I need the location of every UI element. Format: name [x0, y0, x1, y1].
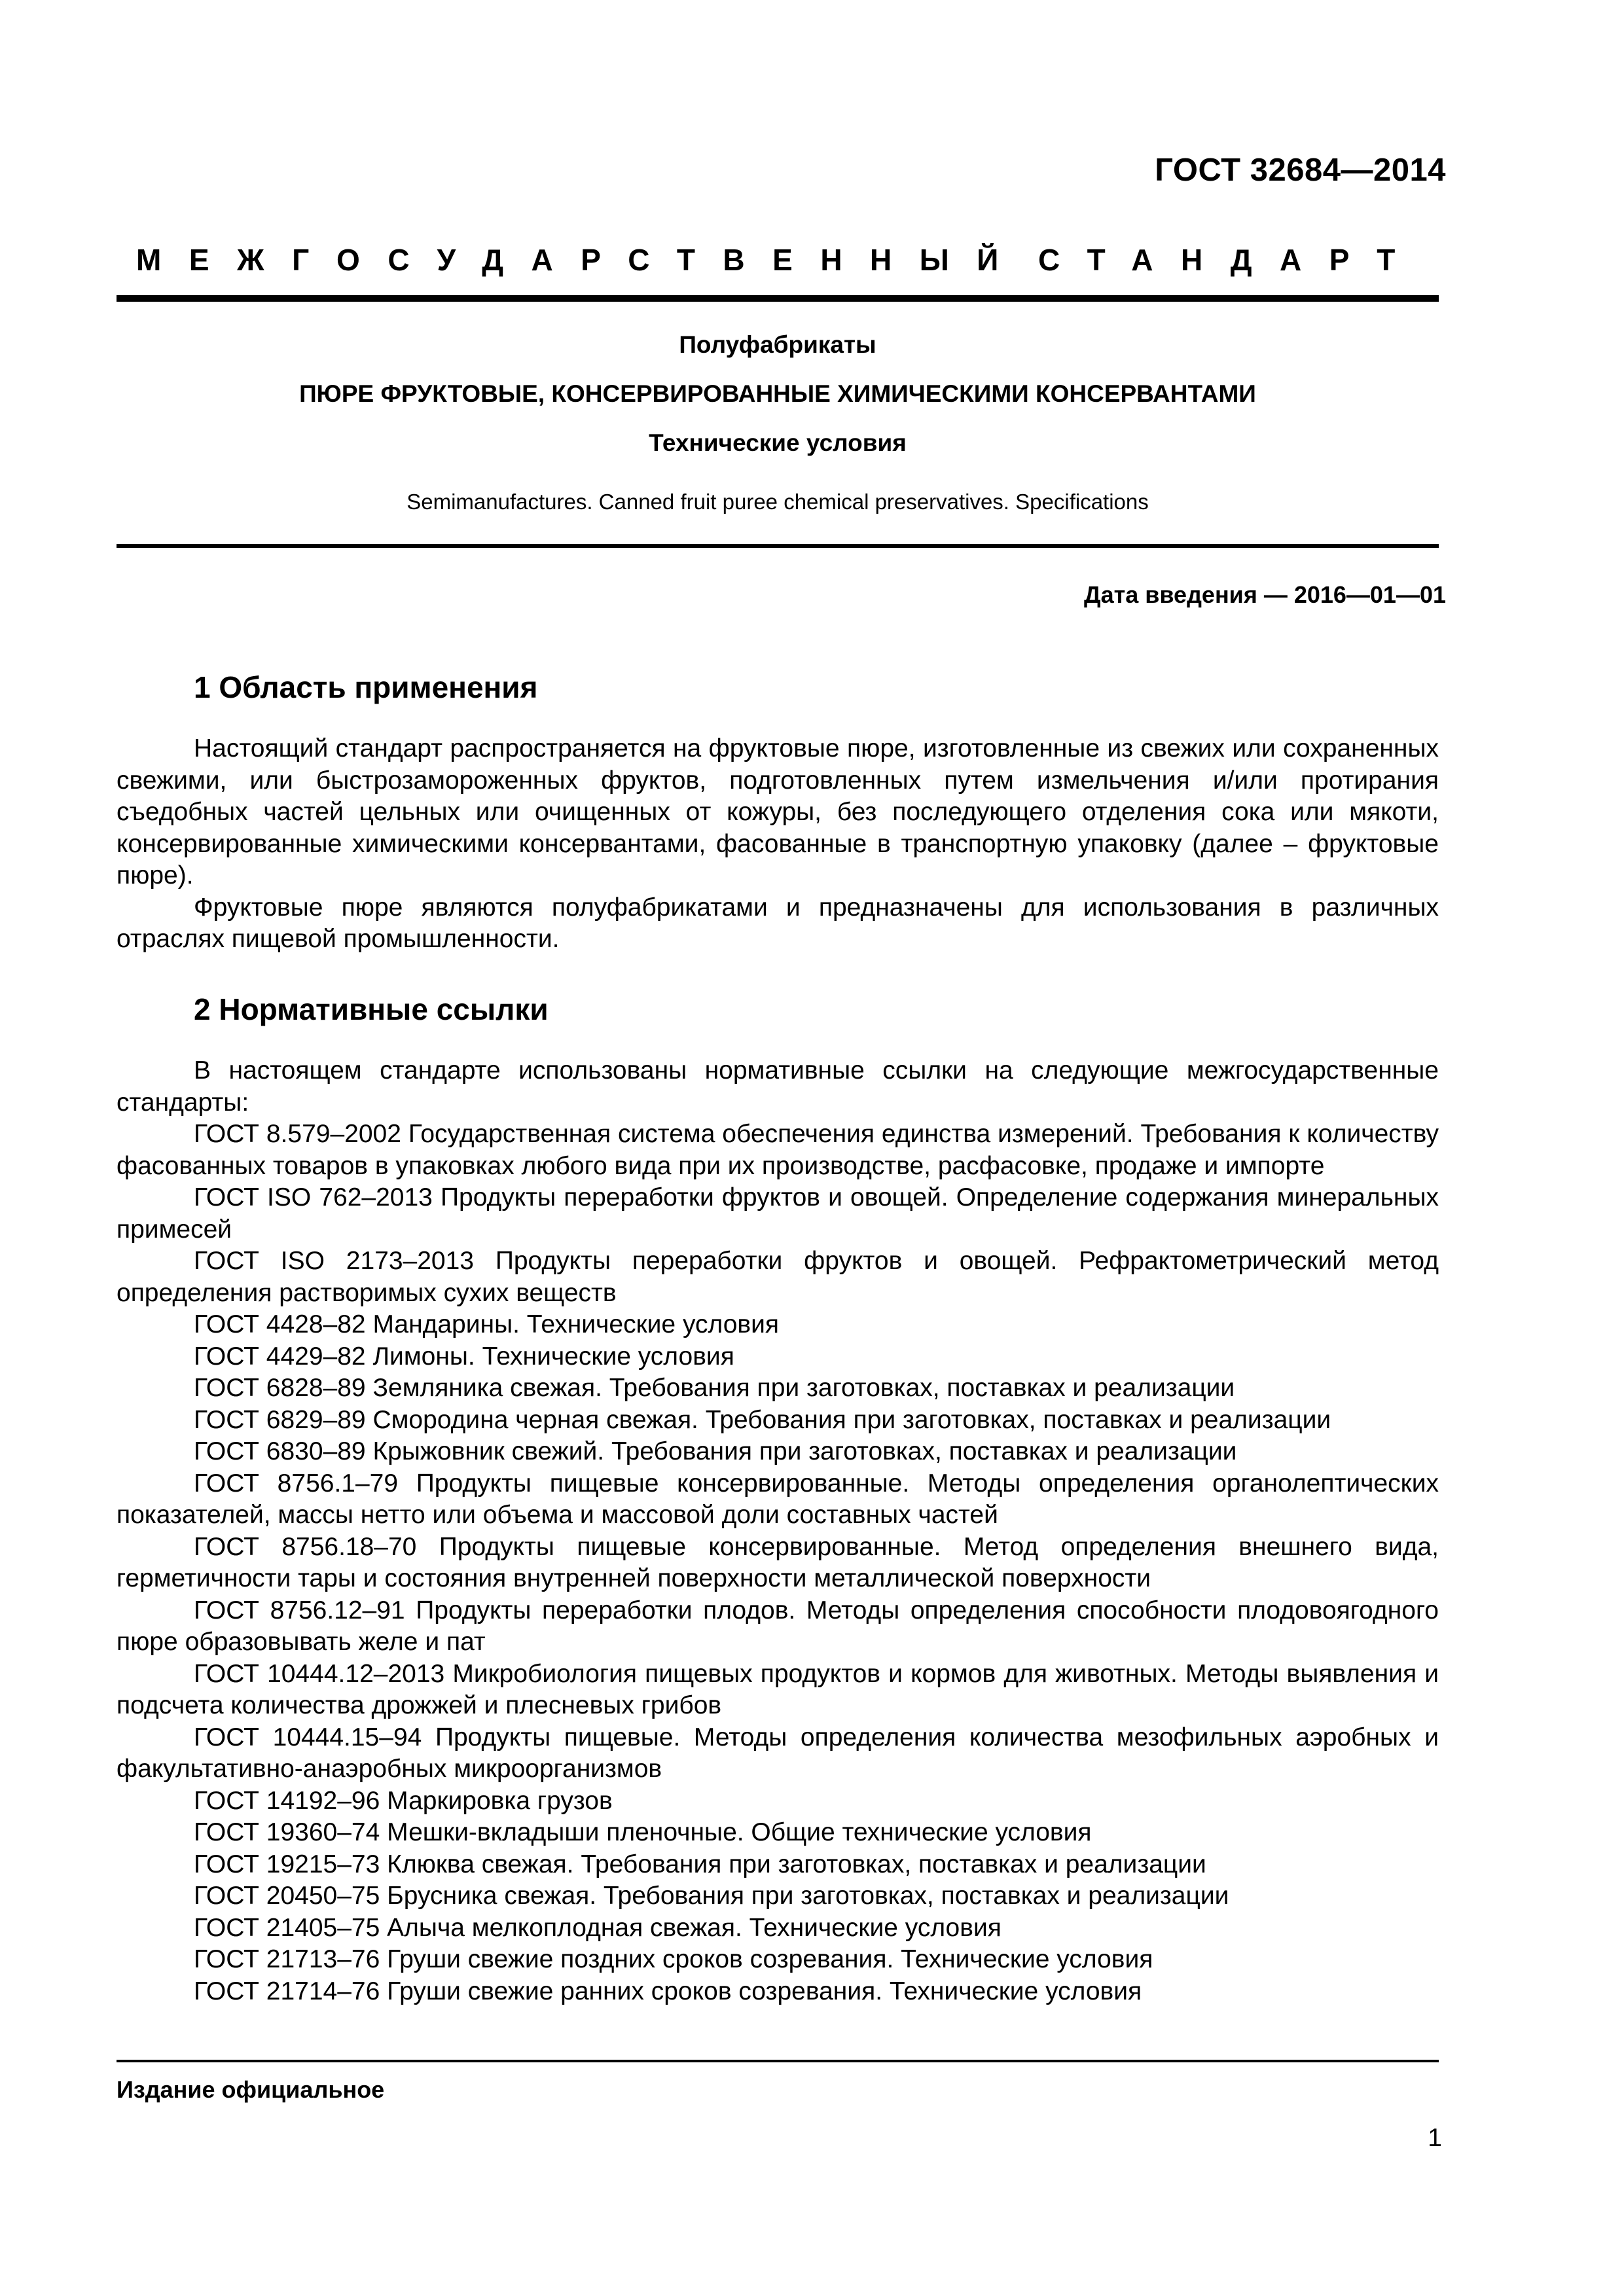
reference-item: ГОСТ 8756.12–91 Продукты переработки плодов. Методы определения способности плодовоягодного пюре образовывать желе и пат: [117, 1596, 1439, 1656]
paragraph: Фруктовые пюре являются полуфабрикатами и предназначены для использования в различных отраслях пищевой промышленности.: [117, 893, 1439, 953]
introduction-date: Дата введения — 2016—01—01: [1083, 581, 1446, 608]
standard-type-word1: МЕЖГОСУДАРСТВЕННЫЙ: [136, 243, 1026, 277]
reference-item: ГОСТ ISO 2173–2013 Продукты переработки фруктов и овощей. Рефрактометрический метод определения растворимых сухих веществ: [117, 1247, 1439, 1307]
footer-divider: [117, 2060, 1439, 2062]
edition-note: Издание официальное: [117, 2076, 385, 2103]
document-number: ГОСТ 32684—2014: [1155, 152, 1446, 188]
reference-item: ГОСТ 4428–82 Мандарины. Технические условия: [194, 1310, 780, 1338]
reference-item: ГОСТ 21405–75 Алыча мелкоплодная свежая. Технические условия: [194, 1913, 1001, 1942]
title-subtitle: Технические условия: [649, 429, 907, 456]
section-heading-normative-references: 2 Нормативные ссылки: [194, 992, 549, 1026]
section-heading-scope: 1 Область применения: [194, 670, 538, 704]
reference-item: ГОСТ 10444.12–2013 Микробиология пищевых продуктов и кормов для животных. Методы выявления и подсчета количества дрожжей и плесневых грибов: [117, 1659, 1439, 1719]
section-body-normative-references: [117, 1055, 1439, 2007]
title-main: ПЮРЕ ФРУКТОВЫЕ, КОНСЕРВИРОВАННЫЕ ХИМИЧЕСКИМИ КОНСЕРВАНТАМИ: [299, 380, 1256, 407]
reference-item: ГОСТ 10444.15–94 Продукты пищевые. Методы определения количества мезофильных аэробных и факультативно-анаэробных микроорганизмов: [117, 1723, 1439, 1783]
reference-item: ГОСТ 8756.18–70 Продукты пищевые консервированные. Метод определения внешнего вида, герметичности тары и состояния внутренней поверхности металлической поверхности: [117, 1532, 1439, 1592]
reference-item: ГОСТ 4429–82 Лимоны. Технические условия: [194, 1342, 734, 1371]
page-number: 1: [1428, 2124, 1442, 2152]
reference-item: ГОСТ 14192–96 Маркировка грузов: [194, 1786, 613, 1815]
reference-item: ГОСТ 6829–89 Смородина черная свежая. Требования при заготовках, поставках и реализации: [194, 1405, 1331, 1434]
header-divider: [117, 295, 1439, 302]
reference-item: ГОСТ 21714–76 Груши свежие ранних сроков созревания. Технические условия: [194, 1977, 1142, 2005]
title-english: Semimanufactures. Canned fruit puree chemical preservatives. Specifications: [406, 490, 1149, 514]
standard-type-word2: СТАНДАРТ: [1038, 243, 1423, 277]
reference-item: ГОСТ ISO 762–2013 Продукты переработки фруктов и овощей. Определение содержания минеральных примесей: [117, 1183, 1439, 1244]
reference-item: ГОСТ 20450–75 Брусника свежая. Требования при заготовках, поставках и реализации: [194, 1882, 1229, 1910]
paragraph: Настоящий стандарт распространяется на фруктовые пюре, изготовленные из свежих или сохраненных свежими, или быстрозамороженных фруктов, подготовленных путем измельчения и/или протирания съедобных частей цельных или очищенных от кожуры, без последующего отделения сока или мякоти, консервированные химическими консервантами, фасованные в транспортную упаковку (далее – фруктовые пюре).: [117, 734, 1439, 889]
reference-item: ГОСТ 6828–89 Земляника свежая. Требования при заготовках, поставках и реализации: [194, 1374, 1235, 1402]
reference-item: ГОСТ 8.579–2002 Государственная система обеспечения единства измерений. Требования к количеству фасованных товаров в упаковках любого вида при их производстве, расфасовке, продаже и импорте: [117, 1120, 1439, 1180]
reference-item: ГОСТ 19360–74 Мешки-вкладыши пленочные. Общие технические условия: [194, 1818, 1092, 1846]
reference-item: ГОСТ 6830–89 Крыжовник свежий. Требования при заготовках, поставках и реализации: [194, 1437, 1237, 1465]
reference-item: ГОСТ 8756.1–79 Продукты пищевые консервированные. Методы определения органолептических показателей, массы нетто или объема и массовой доли составных частей: [117, 1469, 1439, 1529]
reference-item: ГОСТ 19215–73 Клюква свежая. Требования при заготовках, поставках и реализации: [194, 1850, 1206, 1878]
paragraph: В настоящем стандарте использованы нормативные ссылки на следующие межгосударственные стандарты:: [117, 1056, 1439, 1117]
title-divider: [117, 544, 1439, 548]
reference-item: ГОСТ 21713–76 Груши свежие поздних сроков созревания. Технические условия: [194, 1945, 1153, 1973]
title-category: Полуфабрикаты: [679, 331, 876, 358]
section-body-scope: [117, 733, 1439, 956]
